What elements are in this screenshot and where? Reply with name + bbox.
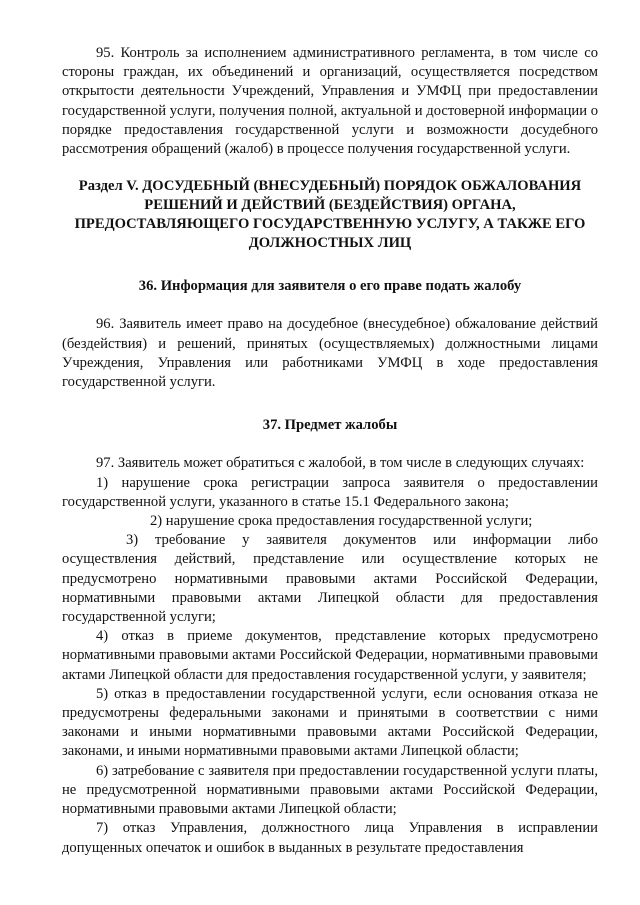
section-title: Раздел V. ДОСУДЕБНЫЙ (ВНЕСУДЕБНЫЙ) ПОРЯДОК ОБЖАЛОВАНИЯ РЕШЕНИЙ И ДЕЙСТВИЙ (БЕЗДЕЙСТВИЯ) ОРГАНА, ПРЕДОСТАВЛЯЮЩЕГО ГОСУДАРСТВЕННУЮ УСЛУГУ, А ТАКЖЕ ЕГО ДОЛЖНОСТНЫХ ЛИЦ [74, 178, 586, 252]
list-item-5: 5) отказ в предоставлении государственной услуги, если основания отказа не предусмотрены федеральными законами и принятыми в соответствии с ними законами и иными нормативными правовыми актами Российской Федерации, законами, и иными нормативными правовыми актами Липецкой области; [62, 685, 598, 760]
list-item-1: 1) нарушение срока регистрации запроса заявителя о предоставлении государственной услуги, указанного в статье 15.1 Федерального закона; [62, 474, 598, 510]
list-item-6: 6) затребование с заявителя при предоставлении государственной услуги платы, не предусмотренной нормативными правовыми актами Российской Федерации, нормативными правовыми актами Липецкой области; [62, 762, 598, 818]
list-item-2: 2) нарушение срока предоставления государственной услуги; [150, 513, 533, 530]
document-page [62, 44, 598, 858]
list-item-7: 7) отказ Управления, должностного лица Управления в исправлении допущенных опечаток и ошибок в выданных в результате предоставления [62, 820, 598, 856]
list-item-3: 3) требование у заявителя документов или информации либо осуществления действий, представление или осуществление которых не предусмотрено нормативными правовыми актами Российской Федерации, нормативными правовыми актами Липецкой области для предоставления государственной услуги; [62, 532, 598, 626]
paragraph-97: 97. Заявитель может обратиться с жалобой, в том числе в следующих случаях: [96, 455, 585, 472]
list-item-4: 4) отказ в приеме документов, представление которых предусмотрено нормативными правовыми актами Российской Федерации, нормативными правовыми актами Липецкой области для предоставления государственной услуги, у заявителя; [62, 628, 598, 683]
paragraph-95: 95. Контроль за исполнением административного регламента, в том числе со стороны граждан, их объединений и организаций, осуществляется посредством открытости деятельности Учреждений, Управления и УМФЦ при предоставлении государственной услуги, получения полной, актуальной и достоверной информации о порядке предоставления государственной услуги и возможности досудебного рассмотрения обращений (жалоб) в процессе получения государственной услуги. [62, 45, 598, 158]
paragraph-96: 96. Заявитель имеет право на досудебное (внесудебное) обжалование действий (бездействия) и решений, принятых (осуществляемых) должностными лицами Учреждения, Управления или работниками УМФЦ в ходе предоставления государственной услуги. [62, 316, 598, 391]
heading-37: 37. Предмет жалобы [262, 417, 398, 434]
heading-36: 36. Информация для заявителя о его праве подать жалобу [138, 278, 522, 295]
